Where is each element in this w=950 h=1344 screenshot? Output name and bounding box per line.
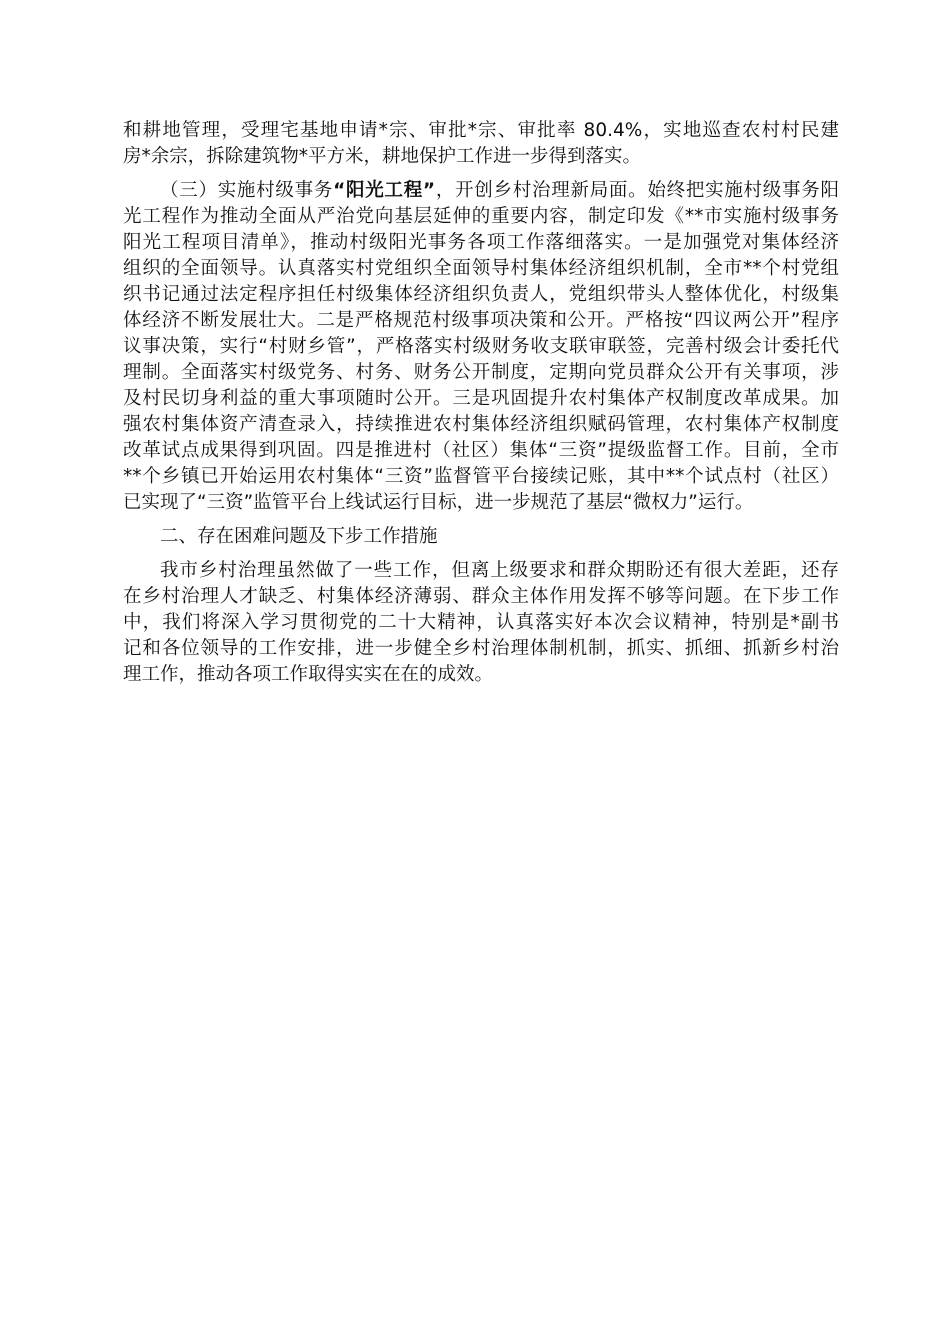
section-heading: 二、存在困难问题及下步工作措施 — [160, 526, 438, 547]
paragraph-land-management — [123, 118, 839, 170]
text-line: 及村民切身利益的重大事项随时公开。三是巩固提升农村集体产权制度改革成果。加 — [123, 388, 839, 409]
paragraph-sunshine-project — [123, 178, 839, 516]
heading-suffix: ，开创乡村治理新局面。始终把实施村级事务阳 — [435, 180, 839, 201]
text-line: 阳光工程项目清单》，推动村级阳光事务各项工作落细落实。一是加强党对集体经济 — [123, 232, 839, 253]
text-line: 理制。全面落实村级党务、村务、财务公开制度，定期向党员群众公开有关事项，涉 — [123, 362, 839, 383]
section-heading-line — [123, 178, 839, 204]
heading-bold-term: “阳光工程” — [333, 180, 436, 201]
text-line: **个乡镇已开始运用农村集体“三资”监督管平台接续记账，其中**个试点村（社区） — [123, 466, 839, 487]
text-line: 组织的全面领导。认真落实村党组织全面领导村集体经济组织机制，全市**个村党组 — [123, 258, 839, 279]
text-line: 已实现了“三资”监管平台上线试运行目标，进一步规范了基层“微权力”运行。 — [123, 492, 754, 513]
text-line: 理工作，推动各项工作取得实实在在的成效。 — [123, 664, 494, 685]
text-line: 中，我们将深入学习贯彻党的二十大精神，认真落实好本次会议精神，特别是*副书 — [123, 612, 839, 633]
document-page — [123, 118, 839, 688]
text-line: 议事决策，实行“村财乡管”，严格落实村级财务收支联审联签，完善村级会计委托代 — [123, 336, 839, 357]
text-line: 体经济不断发展壮大。二是严格规范村级事项决策和公开。严格按“四议两公开”程序 — [123, 310, 839, 331]
paragraph-problems-and-measures — [123, 558, 839, 688]
text-line: 强农村集体资产清查录入，持续推进农村集体经济组织赋码管理，农村集体产权制度 — [123, 414, 839, 435]
text-line: 改革试点成果得到巩固。四是推进村（社区）集体“三资”提级监督工作。目前，全市 — [123, 440, 839, 461]
text-line: 我市乡村治理虽然做了一些工作，但离上级要求和群众期盼还有很大差距，还存 — [160, 560, 839, 581]
text-line: 房*余宗，拆除建筑物*平方米，耕地保护工作进一步得到落实。 — [123, 146, 642, 167]
heading-prefix: （三）实施村级事务 — [160, 180, 334, 201]
text-line: 光工程作为推动全面从严治党向基层延伸的重要内容，制定印发《**市实施村级事务 — [123, 206, 839, 227]
text-line: 在乡村治理人才缺乏、村集体经济薄弱、群众主体作用发挥不够等问题。在下步工作 — [123, 586, 839, 607]
text-line: 和耕地管理，受理宅基地申请*宗、审批*宗、审批率 80.4%，实地巡查农村村民建 — [123, 120, 839, 141]
text-line: 织书记通过法定程序担任村级集体经济组织负责人，党组织带头人整体优化，村级集 — [123, 284, 839, 305]
text-line: 记和各位领导的工作安排，进一步健全乡村治理体制机制，抓实、抓细、抓新乡村治 — [123, 638, 839, 659]
